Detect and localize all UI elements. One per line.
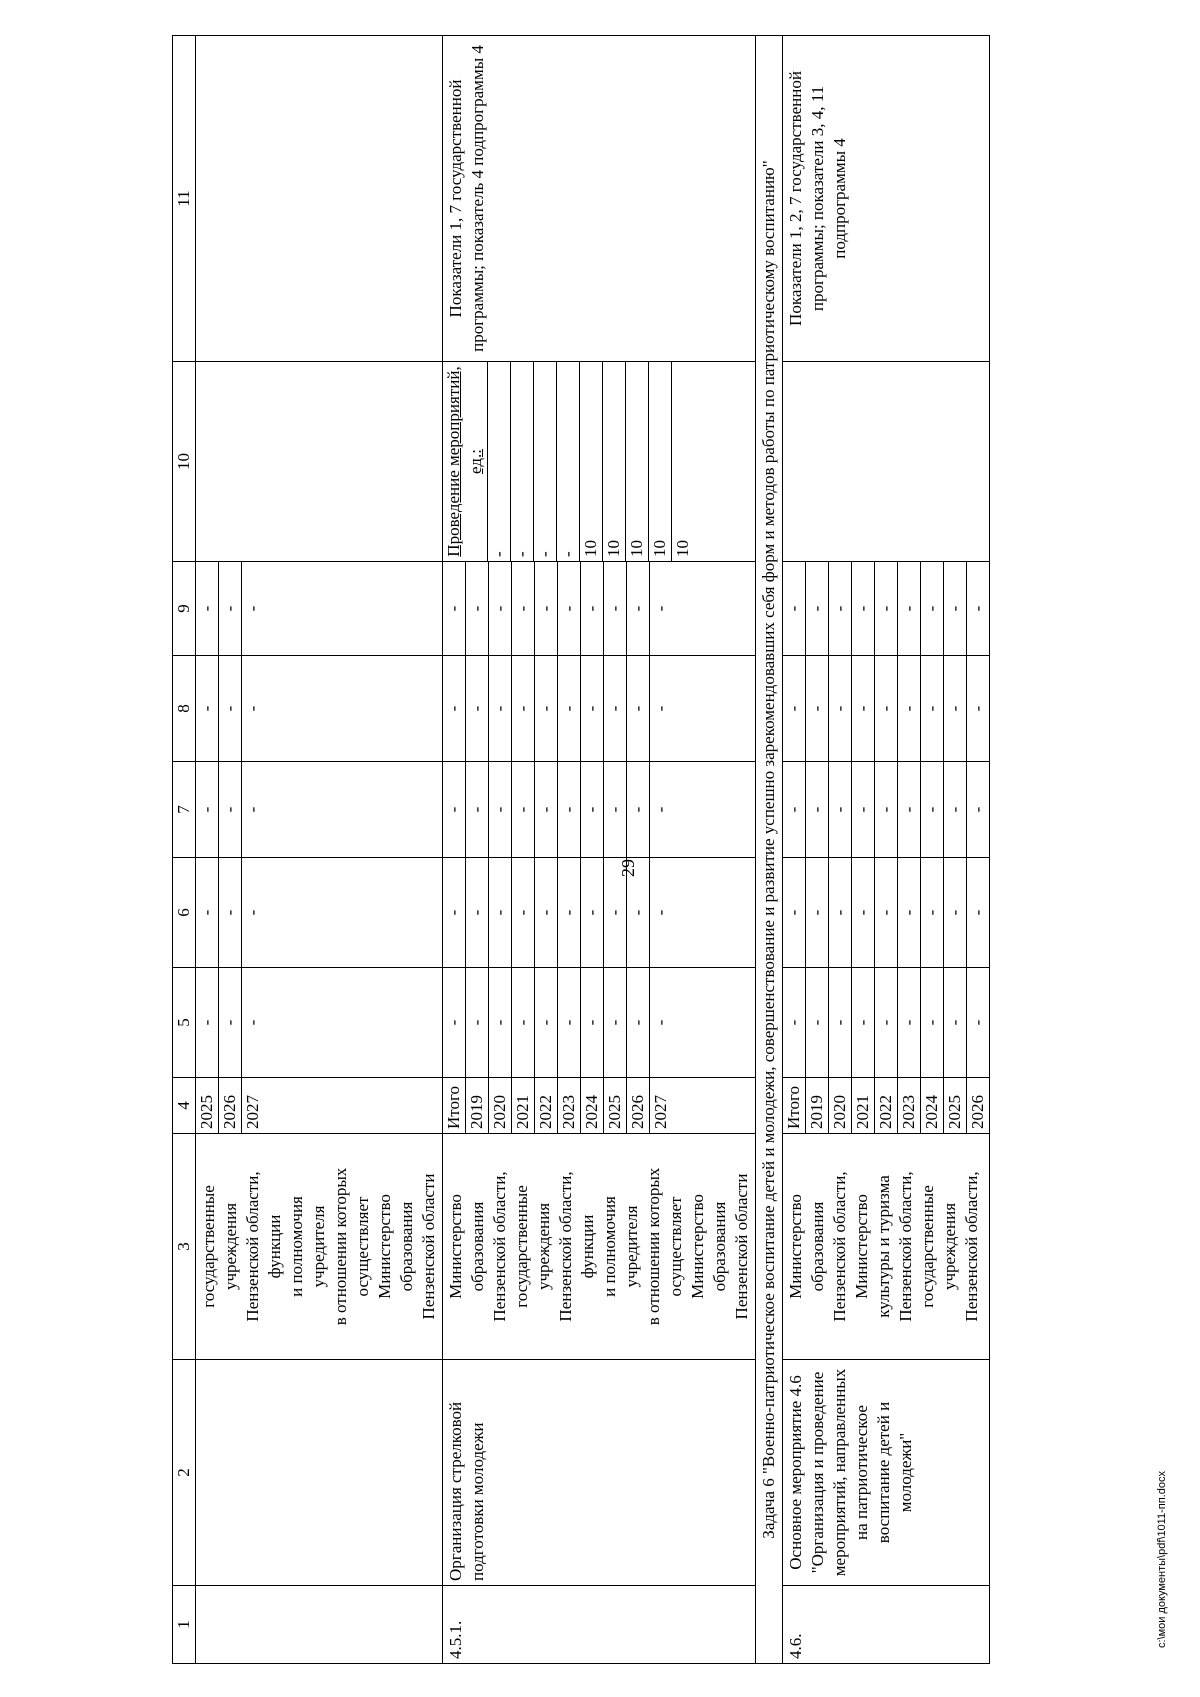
col-header-11: 11 (173, 36, 196, 362)
row46-col-5 (783, 968, 990, 1078)
dash-cell: - (898, 562, 921, 655)
indicator-value: 10 (603, 362, 626, 561)
row46-name: Основное мероприятие 4.6 "Организация и проведение мероприятий, направленных на патриотическое воспитание детей и молодежи" (783, 1360, 990, 1586)
row-4-6 (783, 36, 990, 1664)
dash-cell: - (219, 858, 242, 967)
year-cell: 2026 (627, 1078, 650, 1133)
col-header-3: 3 (173, 1134, 196, 1360)
dash-cell: - (627, 656, 650, 761)
year-cell: 2027 (243, 1095, 262, 1129)
dash-cell: - (466, 562, 489, 655)
dash-cell: - (944, 858, 967, 967)
cont-num-cell (196, 1586, 443, 1664)
dash-cell: - (829, 562, 852, 655)
row451-col-8 (443, 656, 756, 762)
col-header-6: 6 (173, 858, 196, 968)
dash-cell: - (921, 562, 944, 655)
dash-cell: - (783, 762, 806, 857)
indicator-title: Проведение мероприятий, ед.: (443, 362, 488, 561)
dash-cell: - (604, 762, 627, 857)
indicator-value: - (511, 362, 534, 561)
footer-file-path: c:\мои документы\pdf\1011-пп.docx (1156, 1471, 1168, 1648)
cont-name-cell (196, 1360, 443, 1586)
dash-cell: - (489, 858, 512, 967)
dash-cell: - (243, 806, 262, 813)
dash-cell: - (512, 562, 535, 655)
dash-cell: - (921, 858, 944, 967)
dash-cell: - (852, 858, 875, 967)
dash-cell: - (968, 705, 987, 712)
task-6-row (756, 36, 783, 1664)
col-header-8: 8 (173, 656, 196, 762)
row46-col-6 (783, 858, 990, 968)
dash-cell: - (219, 762, 242, 857)
indicator-value: 10 (626, 362, 649, 561)
dash-cell: - (466, 656, 489, 761)
row451-col-6 (443, 858, 756, 968)
dash-cell: - (898, 656, 921, 761)
dash-cell: - (243, 1019, 262, 1026)
indicator-value: 10 (673, 540, 692, 557)
dash-cell: - (196, 656, 219, 761)
col-header-10: 10 (173, 362, 196, 562)
rotated-table-container (172, 36, 1127, 1664)
col-header-1: 1 (173, 1586, 196, 1664)
dash-cell: - (829, 968, 852, 1077)
dash-cell: - (219, 562, 242, 655)
dash-cell: - (627, 562, 650, 655)
row46-executor: Министерство образования Пензенской области, Министерство культуры и туризма Пензенской области, государственные учреждения Пензенской области, (783, 1134, 990, 1360)
dash-cell: - (443, 968, 466, 1077)
cont-executor-cell: государственные учреждения Пензенской области, функции и полномочия учредителя в отношении которых осуществляет Министерство образования Пензенской области (196, 1134, 443, 1360)
cont-col-8 (196, 656, 443, 762)
dash-cell: - (921, 968, 944, 1077)
dash-cell: - (535, 968, 558, 1077)
dash-cell: - (535, 562, 558, 655)
dash-cell: - (968, 909, 987, 916)
dash-cell: - (898, 968, 921, 1077)
dash-cell: - (783, 968, 806, 1077)
dash-cell: - (651, 705, 670, 712)
year-cell: 2021 (512, 1078, 535, 1133)
row451-link: Показатели 1, 7 государственной программы; показатель 4 подпрограммы 4 (443, 36, 756, 362)
dash-cell: - (558, 656, 581, 761)
dash-cell: - (558, 968, 581, 1077)
dash-cell: - (921, 762, 944, 857)
dash-cell: - (466, 968, 489, 1077)
header-row (173, 36, 196, 1664)
year-cell: 2020 (829, 1078, 852, 1133)
year-cell: 2025 (604, 1078, 627, 1133)
dash-cell: - (651, 909, 670, 916)
dash-cell: - (243, 705, 262, 712)
indicator-value: - (488, 362, 511, 561)
row46-link: Показатели 1, 2, 7 государственной программы; показатели 3, 4, 11 подпрограммы 4 (783, 36, 990, 362)
dash-cell: - (604, 656, 627, 761)
year-cell: 2023 (558, 1078, 581, 1133)
cont-col-7 (196, 762, 443, 858)
year-cell: 2021 (852, 1078, 875, 1133)
col-header-4: 4 (173, 1078, 196, 1134)
row46-col-9 (783, 562, 990, 656)
dash-cell: - (219, 656, 242, 761)
dash-cell: - (806, 858, 829, 967)
row451-years (443, 1078, 756, 1134)
dash-cell: - (968, 605, 987, 612)
row451-col-9 (443, 562, 756, 656)
dash-cell: - (243, 909, 262, 916)
dash-cell: - (581, 762, 604, 857)
dash-cell: - (535, 762, 558, 857)
dash-cell: - (443, 562, 466, 655)
dash-cell: - (875, 858, 898, 967)
row46-col-7 (783, 762, 990, 858)
cont-col-5 (196, 968, 443, 1078)
col-header-7: 7 (173, 762, 196, 858)
year-cell: 2025 (196, 1078, 219, 1133)
year-cell: 2026 (219, 1078, 242, 1133)
dash-cell: - (829, 858, 852, 967)
dash-cell: - (783, 656, 806, 761)
dash-cell: - (512, 858, 535, 967)
dash-cell: - (627, 858, 650, 967)
dash-cell: - (512, 762, 535, 857)
year-cell: 2022 (535, 1078, 558, 1133)
dash-cell: - (852, 656, 875, 761)
year-cell: Итого (783, 1078, 806, 1133)
year-cell: 2025 (944, 1078, 967, 1133)
row451-executor: Министерство образования Пензенской области, государственные учреждения Пензенской области, функции и полномочия учредителя в отношении которых осуществляет Министерство образования Пензенской области (443, 1134, 756, 1360)
dash-cell: - (944, 968, 967, 1077)
year-cell: 2020 (489, 1078, 512, 1133)
col-header-2: 2 (173, 1360, 196, 1586)
dash-cell: - (829, 656, 852, 761)
dash-cell: - (829, 762, 852, 857)
dash-cell: - (558, 762, 581, 857)
col-header-9: 9 (173, 562, 196, 656)
dash-cell: - (466, 762, 489, 857)
cont-col-6 (196, 858, 443, 968)
year-cell: 2026 (968, 1095, 987, 1129)
dash-cell: - (581, 656, 604, 761)
row46-years (783, 1078, 990, 1134)
dash-cell: - (852, 968, 875, 1077)
year-cell: Итого (443, 1078, 466, 1133)
row451-num: 4.5.1. (443, 1586, 756, 1664)
year-cell: 2019 (806, 1078, 829, 1133)
dash-cell: - (806, 762, 829, 857)
dash-cell: - (196, 968, 219, 1077)
dash-cell: - (443, 858, 466, 967)
dash-cell: - (783, 562, 806, 655)
dash-cell: - (443, 656, 466, 761)
dash-cell: - (489, 562, 512, 655)
dash-cell: - (443, 762, 466, 857)
indicator-value: 10 (580, 362, 603, 561)
page-number: 29 (618, 859, 638, 877)
dash-cell: - (489, 762, 512, 857)
dash-cell: - (651, 806, 670, 813)
dash-cell: - (196, 858, 219, 967)
year-cell: 2024 (581, 1078, 604, 1133)
row46-num: 4.6. (783, 1586, 990, 1664)
cont-col-11 (196, 36, 443, 362)
dash-cell: - (535, 656, 558, 761)
year-cell: 2023 (898, 1078, 921, 1133)
dash-cell: - (806, 968, 829, 1077)
program-activities-table (172, 35, 990, 1664)
year-cell: 2027 (651, 1095, 670, 1129)
indicator-value: - (557, 362, 580, 561)
task-6-text: Задача 6 "Военно-патриотическое воспитание детей и молодежи, совершенствование и развитие успешно зарекомендовавших себя форм и методов работы по патриотическому воспитанию" (756, 36, 783, 1664)
dash-cell: - (604, 858, 627, 967)
dash-cell: - (243, 605, 262, 612)
continuation-row (196, 36, 443, 1664)
dash-cell: - (627, 968, 650, 1077)
dash-cell: - (489, 968, 512, 1077)
dash-cell: - (651, 605, 670, 612)
dash-cell: - (535, 858, 558, 967)
year-cell: 2019 (466, 1078, 489, 1133)
dash-cell: - (806, 562, 829, 655)
year-cell: 2022 (875, 1078, 898, 1133)
dash-cell: - (512, 968, 535, 1077)
dash-cell: - (968, 1019, 987, 1026)
cont-col-10 (196, 362, 443, 562)
dash-cell: - (581, 858, 604, 967)
dash-cell: - (852, 762, 875, 857)
dash-cell: - (558, 562, 581, 655)
indicator-value: 10 (649, 362, 672, 561)
dash-cell: - (512, 656, 535, 761)
dash-cell: - (489, 656, 512, 761)
dash-cell: - (581, 968, 604, 1077)
cont-years-cell (196, 1078, 443, 1134)
year-cell: 2024 (921, 1078, 944, 1133)
cont-col-9 (196, 562, 443, 656)
dash-cell: - (921, 656, 944, 761)
dash-cell: - (806, 656, 829, 761)
col-header-5: 5 (173, 968, 196, 1078)
row46-col-8 (783, 656, 990, 762)
dash-cell: - (783, 858, 806, 967)
dash-cell: - (852, 562, 875, 655)
dash-cell: - (558, 858, 581, 967)
row46-col-10 (783, 362, 990, 562)
dash-cell: - (875, 968, 898, 1077)
dash-cell: - (875, 656, 898, 761)
dash-cell: - (466, 858, 489, 967)
dash-cell: - (944, 562, 967, 655)
dash-cell: - (968, 806, 987, 813)
row-4-5-1 (443, 36, 756, 1664)
dash-cell: - (196, 562, 219, 655)
dash-cell: - (219, 968, 242, 1077)
dash-cell: - (196, 762, 219, 857)
dash-cell: - (875, 562, 898, 655)
row451-indicator (443, 362, 756, 562)
row451-col-7 (443, 762, 756, 858)
indicator-value: - (534, 362, 557, 561)
row451-col-5 (443, 968, 756, 1078)
row451-name: Организация стрелковой подготовки молодежи (443, 1360, 756, 1586)
dash-cell: - (604, 562, 627, 655)
dash-cell: - (651, 1019, 670, 1026)
dash-cell: - (898, 858, 921, 967)
dash-cell: - (875, 762, 898, 857)
dash-cell: - (944, 656, 967, 761)
dash-cell: - (604, 968, 627, 1077)
dash-cell: - (944, 762, 967, 857)
dash-cell: - (581, 562, 604, 655)
dash-cell: - (898, 762, 921, 857)
dash-cell: - (627, 762, 650, 857)
